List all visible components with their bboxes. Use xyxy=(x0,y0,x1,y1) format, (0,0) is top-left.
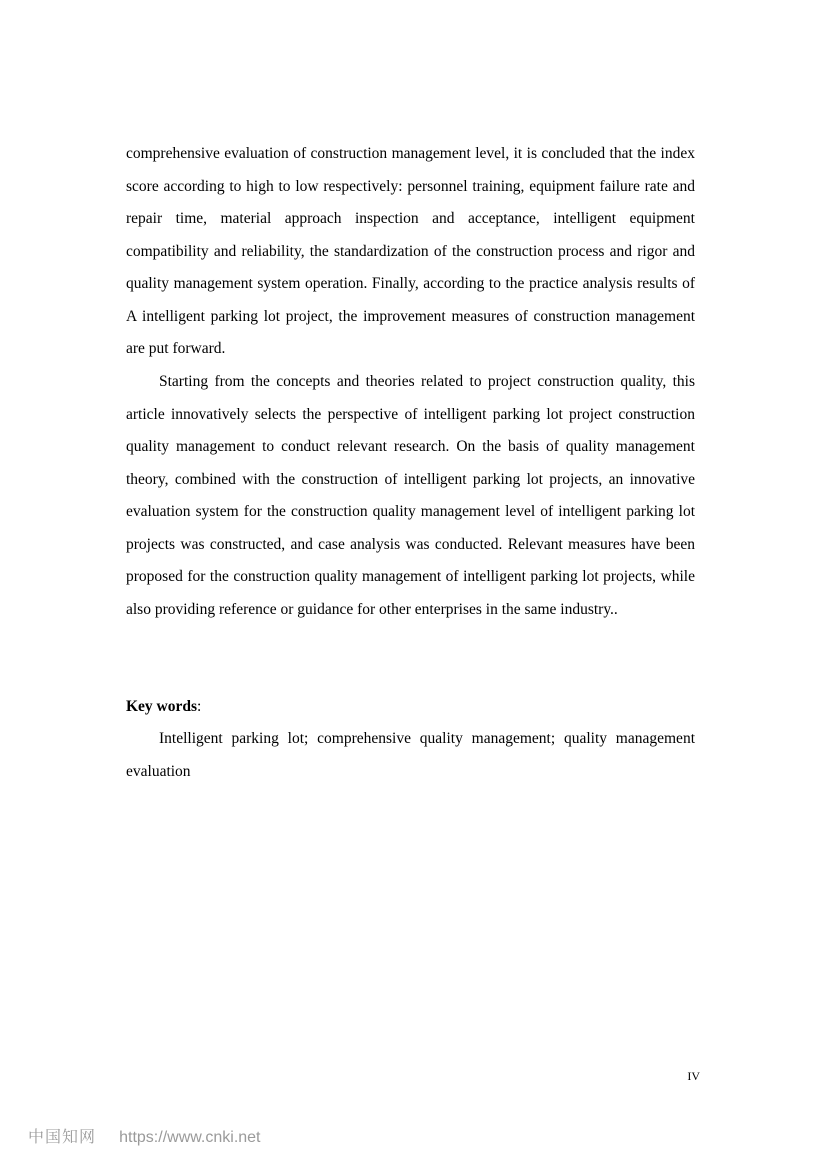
abstract-paragraph-2: Starting from the concepts and theories related to project construction quality, this article innovatively selects the perspective of intelligent parking lot project construction quality management to conduct relevant research. On the basis of quality management theory, combined with the construction of intelligent parking lot projects, an innovative evaluation system for the construction quality management level of intelligent parking lot projects was constructed, and case analysis was conducted. Relevant measures have been proposed for the construction quality management of intelligent parking lot projects, while also providing reference or guidance for other enterprises in the same industry.. xyxy=(126,373,695,618)
keywords-separator: : xyxy=(197,698,202,715)
page-number: IV xyxy=(687,1069,700,1083)
cnki-watermark xyxy=(28,1124,261,1147)
keywords-text: Intelligent parking lot; comprehensive quality management; quality management evaluation xyxy=(126,730,695,780)
abstract-paragraph-1: comprehensive evaluation of construction management level, it is concluded that the index score according to high to low respectively: personnel training, equipment failure rate and repair time, material approach inspection and acceptance, intelligent equipment compatibility and reliability, the standardization of the construction process and rigor and quality management system operation. Finally, according to the practice analysis results of A intelligent parking lot project, the improvement measures of construction management are put forward. xyxy=(126,145,695,357)
keywords-heading xyxy=(126,691,201,724)
watermark-url: https://www.cnki.net xyxy=(119,1129,261,1146)
watermark-site-name: 中国知网 xyxy=(28,1127,97,1146)
keywords-label: Key words xyxy=(126,698,198,715)
